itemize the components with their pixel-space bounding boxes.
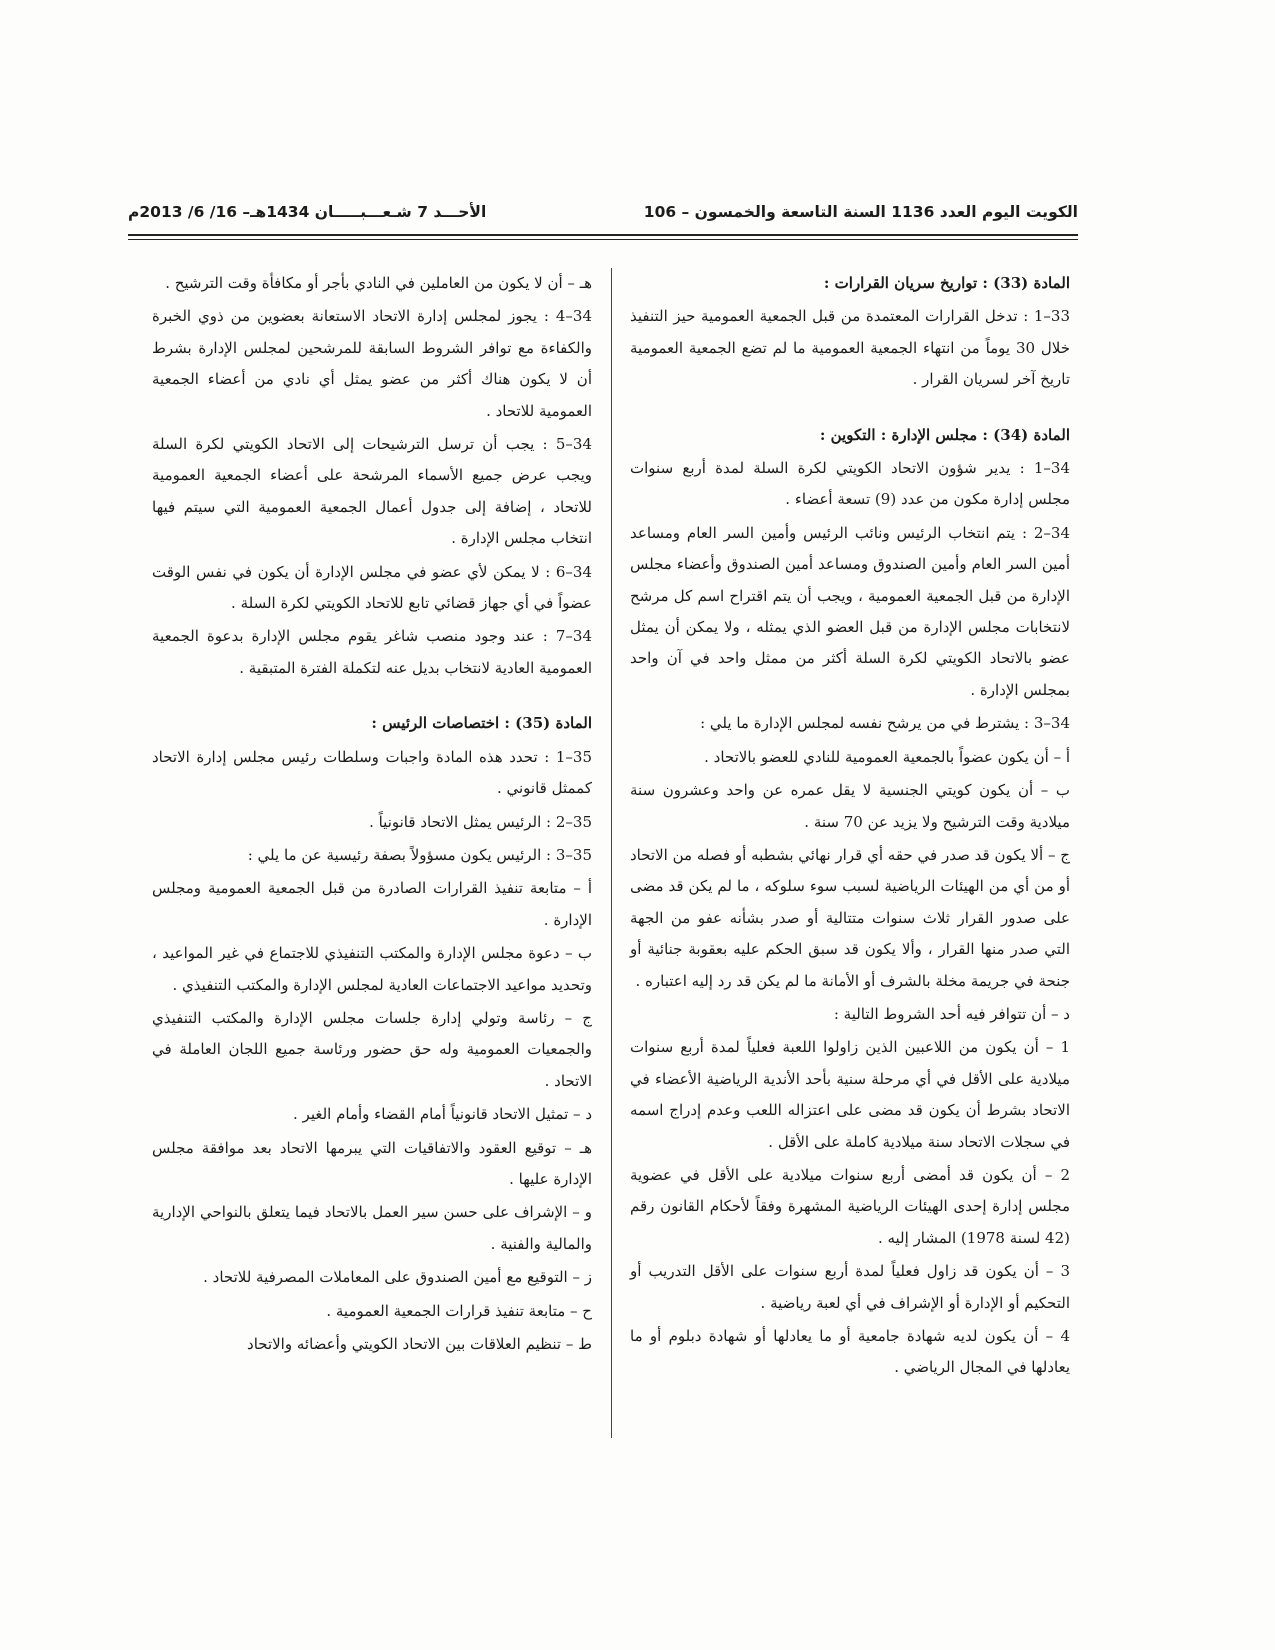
article-heading: المادة (34) : مجلس الإدارة : التكوين : xyxy=(819,425,1070,444)
paragraph: أ – متابعة تنفيذ القرارات الصادرة من قبل الجمعية العمومية ومجلس الإدارة . xyxy=(152,879,592,929)
paragraph: ط – تنظيم العلاقات بين الاتحاد الكويتي وأعضائه والاتحاد xyxy=(247,1335,592,1353)
header-rule-thin xyxy=(128,239,1078,240)
paragraph: 34–4 : يجوز لمجلس إدارة الاتحاد الاستعانة بعضوين من ذوي الخبرة والكفاءة مع توافر الشروط السابقة للمرشحين لمجلس الإدارة بشرط أن لا يكون هناك أكثر من عضو يمثل أي نادي من أعضاء الجمعية العمومية للاتحاد . xyxy=(152,307,592,420)
paragraph: 35–3 : الرئيس يكون مسؤولاً بصفة رئيسية عن ما يلي : xyxy=(247,845,592,864)
paragraph: ج – رئاسة وتولي إدارة جلسات مجلس الإدارة والمكتب التنفيذي والجمعيات العمومية وله حق حضور ورئاسة جميع اللجان العاملة في الاتحاد . xyxy=(152,1008,592,1090)
paragraph: 35–1 : تحدد هذه المادة واجبات وسلطات رئيس مجلس إدارة الاتحاد كممثل قانوني . xyxy=(152,747,592,798)
paragraph: 34–7 : عند وجود منصب شاغر يقوم مجلس الإدارة بدعوة الجمعية العمومية العادية لانتخاب بديل عنه لتكملة الفترة المتبقية . xyxy=(152,627,592,677)
paragraph: ب – أن يكون كويتي الجنسية لا يقل عمره عن واحد وعشرون سنة ميلادية وقت الترشيح ولا يزيد عن 70 سنة . xyxy=(630,781,1070,831)
paragraph: 4 – أن يكون لديه شهادة جامعية أو ما يعادلها أو شهادة دبلوم أو ما يعادلها في المجال الرياضي . xyxy=(630,1327,1070,1377)
header-date: الأحـــد 7 شـعـــبـــــان 1434هـ– 16/ 6/ 2013م xyxy=(128,203,487,221)
header-publication-info: الكويت اليوم العدد 1136 السنة التاسعة والخمسون – 106 xyxy=(643,203,1078,221)
paragraph: ز – التوقيع مع أمين الصندوق على المعاملات المصرفية للاتحاد . xyxy=(203,1268,592,1287)
paragraph: و – الإشراف على حسن سير العمل بالاتحاد فيما يتعلق بالنواحي الإدارية والمالية والفنية . xyxy=(152,1203,592,1253)
paragraph: أ – أن يكون عضواً بالجمعية العمومية للنادي للعضو بالاتحاد . xyxy=(704,747,1070,766)
right-column xyxy=(630,268,1070,1386)
paragraph: د – تمثيل الاتحاد قانونياً أمام القضاء وأمام الغير . xyxy=(293,1105,592,1124)
paragraph: 35–2 : الرئيس يمثل الاتحاد قانونياً . xyxy=(369,812,592,831)
paragraph: 34–3 : يشترط في من يرشح نفسه لمجلس الإدارة ما يلي : xyxy=(700,714,1070,733)
header-rule xyxy=(128,234,1078,236)
page-header xyxy=(128,203,1078,229)
paragraph: هـ – أن لا يكون من العاملين في النادي بأجر أو مكافأة وقت الترشيح . xyxy=(165,274,592,292)
paragraph: 34–1 : يدير شؤون الاتحاد الكويتي لكرة السلة لمدة أربع سنوات مجلس إدارة مكون من عدد (9) تسعة أعضاء . xyxy=(630,459,1070,509)
paragraph: د – أن تتوافر فيه أحد الشروط التالية : xyxy=(833,1004,1070,1023)
column-divider xyxy=(611,268,612,1438)
paragraph: 34–6 : لا يمكن لأي عضو في مجلس الإدارة أن يكون في نفس الوقت عضواً في أي جهاز قضائي تابع للاتحاد الكويتي لكرة السلة . xyxy=(152,562,592,613)
paragraph: 34–2 : يتم انتخاب الرئيس ونائب الرئيس وأمين السر العام ومساعد أمين السر العام وأمين الصندوق ومساعد أمين الصندوق وأعضاء مجلس الإدارة من قبل الجمعية العمومية ، ويجب أن يتم اقتراح اسم كل مرشح لانتخابات مجلس الإدارة من قبل العضو الذي يمثله ، ولا يمكن أن يمثل عضو بالاتحاد الكويتي لكرة السلة أكثر من ممثل واحد في آن واحد بمجلس الإدارة . xyxy=(630,523,1070,699)
paragraph: هـ – توقيع العقود والاتفاقيات التي يبرمها الاتحاد بعد موافقة مجلس الإدارة عليها . xyxy=(152,1138,592,1188)
article-heading: المادة (33) : تواريخ سريان القرارات : xyxy=(823,274,1070,292)
paragraph: 2 – أن يكون قد أمضى أربع سنوات ميلادية على الأقل في عضوية مجلس إدارة إحدى الهيئات الرياضية المشهرة وفقاً لأحكام القانون رقم (42 لسنة 1978) المشار إليه . xyxy=(630,1165,1070,1247)
paragraph: 34–5 : يجب أن ترسل الترشيحات إلى الاتحاد الكويتي لكرة السلة ويجب عرض جميع الأسماء المرشحة على أعضاء الجمعية العمومية للاتحاد ، إضافة إلى جدول أعمال الجمعية العمومية التي سيتم فيها انتخاب مجلس الإدارة . xyxy=(152,435,592,548)
paragraph: ح – متابعة تنفيذ قرارات الجمعية العمومية . xyxy=(326,1301,592,1320)
article-heading: المادة (35) : اختصاصات الرئيس : xyxy=(371,714,592,733)
paragraph: ب – دعوة مجلس الإدارة والمكتب التنفيذي للاجتماع في غير المواعيد ، وتحديد مواعيد الاجتماعات العادية لمجلس الإدارة والمكتب التنفيذي . xyxy=(152,944,592,994)
paragraph: 33–1 : تدخل القرارات المعتمدة من قبل الجمعية العمومية حيز التنفيذ خلال 30 يوماً من انتهاء الجمعية العمومية ما لم تضع الجمعية العمومية تاريخ آخر لسريان القرار . xyxy=(630,307,1070,389)
left-column xyxy=(152,268,592,1362)
paragraph: 3 – أن يكون قد زاول فعلياً لمدة أربع سنوات على الأقل التدريب أو التحكيم أو الإدارة أو الإشراف في أي لعبة رياضية . xyxy=(630,1262,1070,1312)
paragraph: ج – ألا يكون قد صدر في حقه أي قرار نهائي بشطبه أو فصله من الاتحاد أو من أي من الهيئات الرياضية لسبب سوء سلوكه ، ما لم يكن قد مضى على صدور القرار ثلاث سنوات متتالية أو صدر بشأنه عفو من الجهة التي صدر منها القرار ، وألا يكون قد سبق الحكم عليه بعقوبة جنائية أو جنحة في جريمة مخلة بالشرف أو الأمانة ما لم يكن قد رد إليه اعتباره . xyxy=(630,845,1070,990)
paragraph: 1 – أن يكون من اللاعبين الذين زاولوا اللعبة فعلياً لمدة أربع سنوات ميلادية على الأقل في أي مرحلة سنية بأحد الأندية الرياضية الأعضاء في الاتحاد بشرط أن يكون قد مضى على اعتزاله اللعب وعدم إدراج اسمه في سجلات الاتحاد سنة ميلادية كاملة على الأقل . xyxy=(630,1038,1070,1151)
